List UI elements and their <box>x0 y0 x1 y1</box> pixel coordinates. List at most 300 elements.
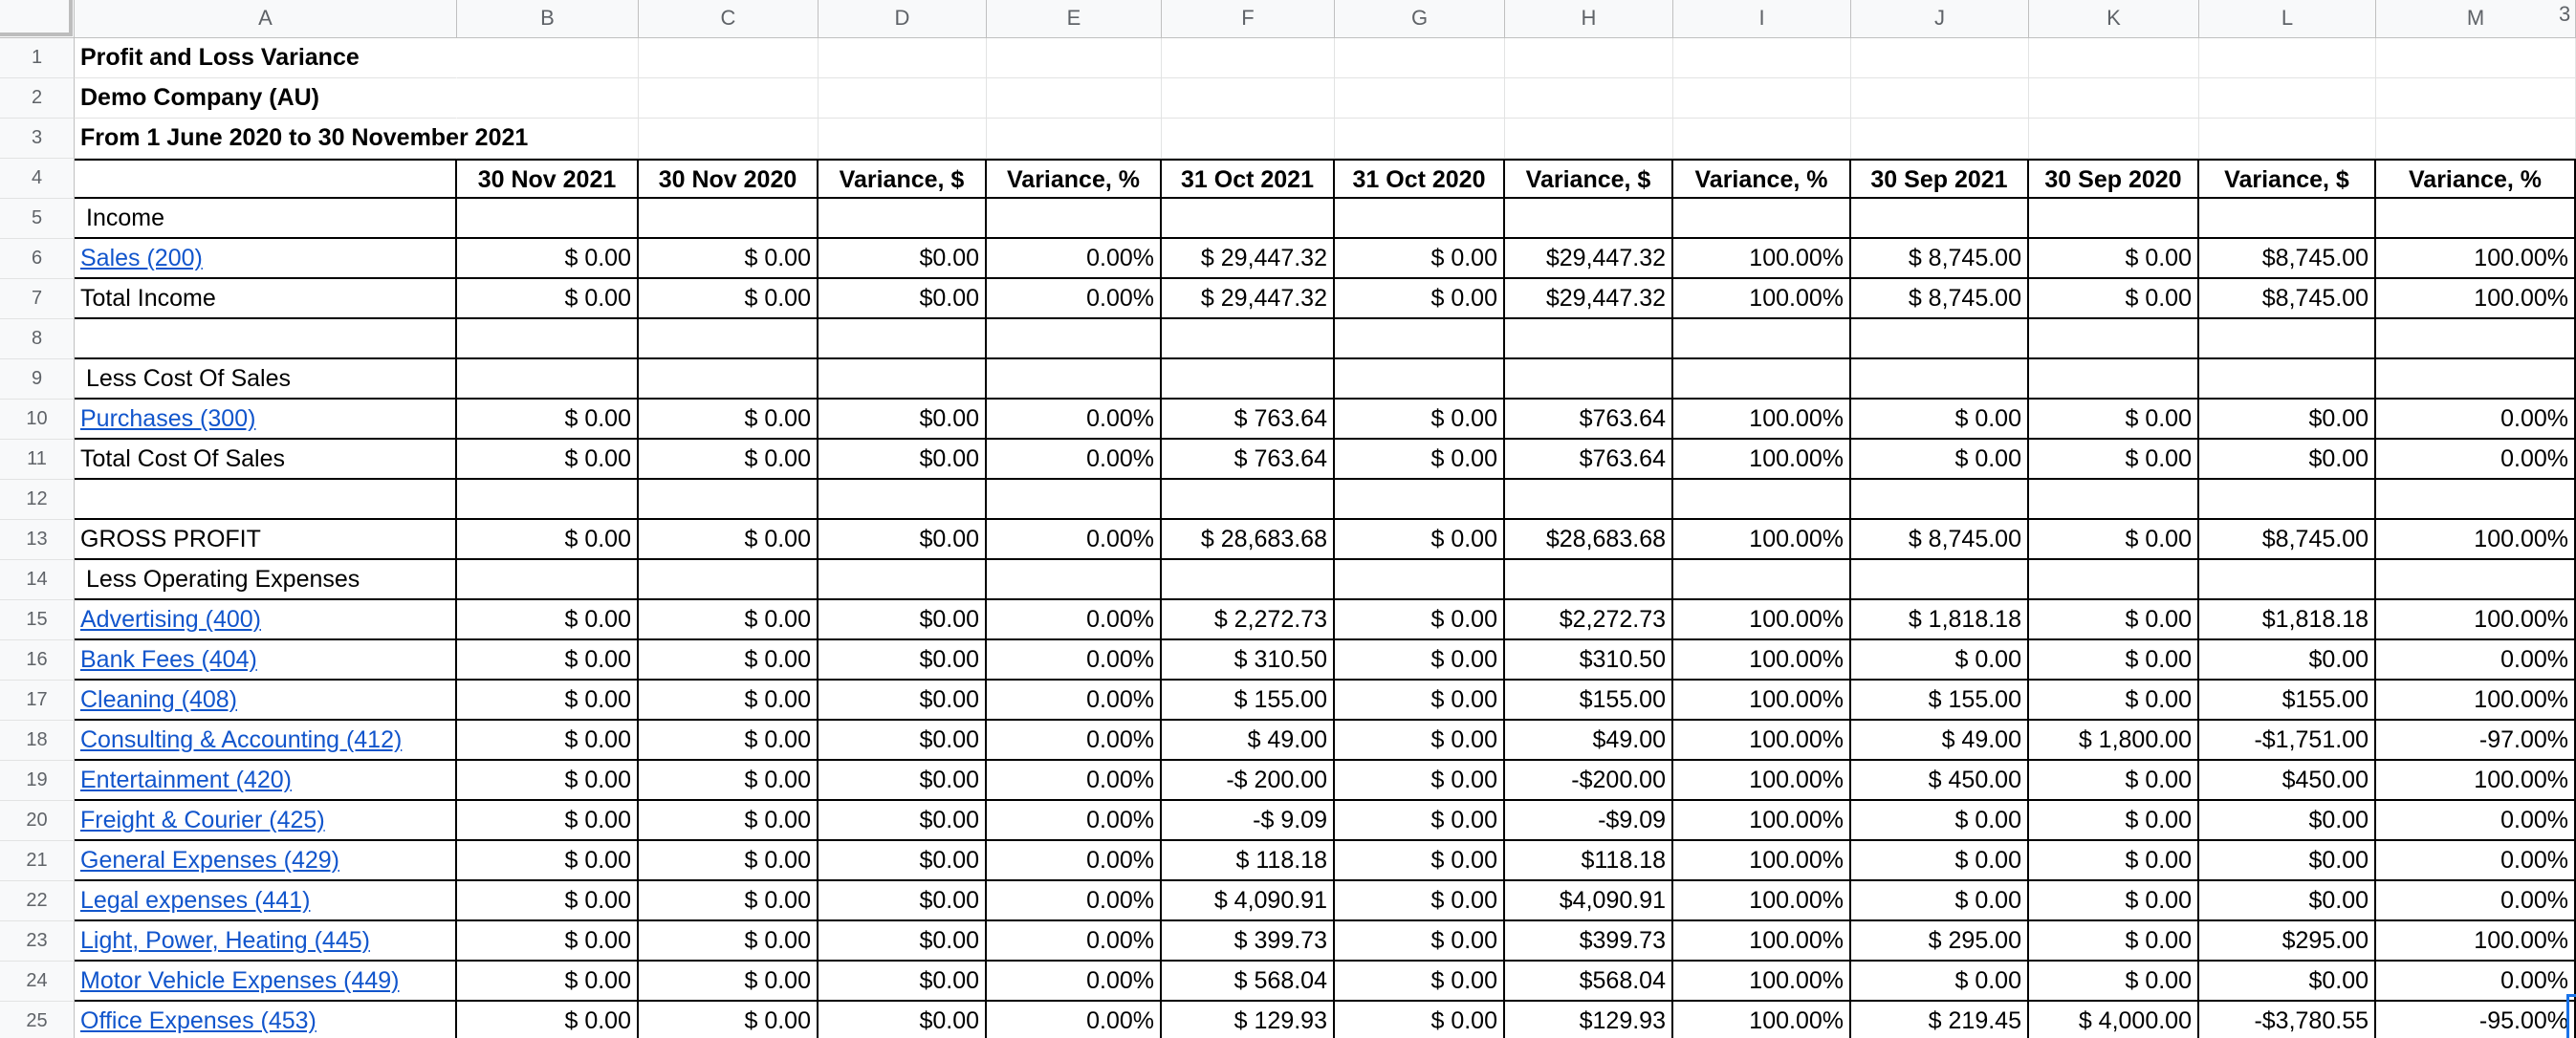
cell-i8[interactable] <box>1673 319 1851 359</box>
cell-d24[interactable]: $0.00 <box>819 962 987 1002</box>
cell-c11[interactable]: $ 0.00 <box>639 440 819 480</box>
cell-m4[interactable]: Variance, % <box>2376 159 2576 199</box>
row-header-7[interactable]: 7 <box>0 279 75 319</box>
cell-b25[interactable]: $ 0.00 <box>457 1002 639 1038</box>
column-header-m[interactable]: M <box>2376 0 2576 38</box>
row-header-15[interactable]: 15 <box>0 600 75 640</box>
cell-f8[interactable] <box>1162 319 1335 359</box>
cell-h5[interactable] <box>1505 199 1673 239</box>
cell-e2[interactable] <box>987 78 1162 119</box>
row-header-11[interactable]: 11 <box>0 440 75 480</box>
cell-a15[interactable]: Advertising (400) <box>75 600 457 640</box>
cell-h11[interactable]: $763.64 <box>1505 440 1673 480</box>
cell-k13[interactable]: $ 0.00 <box>2029 520 2199 560</box>
cell-m25[interactable]: -95.00% <box>2376 1002 2576 1038</box>
select-all-corner[interactable] <box>0 0 75 38</box>
cell-l3[interactable] <box>2199 119 2376 159</box>
row-header-10[interactable]: 10 <box>0 400 75 440</box>
cell-d11[interactable]: $0.00 <box>819 440 987 480</box>
cell-k10[interactable]: $ 0.00 <box>2029 400 2199 440</box>
cell-m1[interactable] <box>2376 38 2576 78</box>
cell-f20[interactable]: -$ 9.09 <box>1162 801 1335 841</box>
cell-d21[interactable]: $0.00 <box>819 841 987 881</box>
cell-m22[interactable]: 0.00% <box>2376 881 2576 921</box>
cell-d5[interactable] <box>819 199 987 239</box>
cell-f7[interactable]: $ 29,447.32 <box>1162 279 1335 319</box>
cell-m24[interactable]: 0.00% <box>2376 962 2576 1002</box>
cell-f19[interactable]: -$ 200.00 <box>1162 761 1335 801</box>
row-header-4[interactable]: 4 <box>0 159 75 199</box>
cell-l23[interactable]: $295.00 <box>2199 921 2376 962</box>
cell-l6[interactable]: $8,745.00 <box>2199 239 2376 279</box>
cell-m7[interactable]: 100.00% <box>2376 279 2576 319</box>
cell-h1[interactable] <box>1505 38 1673 78</box>
cell-a13[interactable]: GROSS PROFIT <box>75 520 457 560</box>
cell-f23[interactable]: $ 399.73 <box>1162 921 1335 962</box>
cell-g20[interactable]: $ 0.00 <box>1335 801 1505 841</box>
cell-b1[interactable] <box>457 38 639 78</box>
cell-f16[interactable]: $ 310.50 <box>1162 640 1335 681</box>
cell-f13[interactable]: $ 28,683.68 <box>1162 520 1335 560</box>
cell-j2[interactable] <box>1851 78 2029 119</box>
cell-f21[interactable]: $ 118.18 <box>1162 841 1335 881</box>
cell-f17[interactable]: $ 155.00 <box>1162 681 1335 721</box>
cell-e3[interactable] <box>987 119 1162 159</box>
cell-k19[interactable]: $ 0.00 <box>2029 761 2199 801</box>
column-header-k[interactable]: K <box>2029 0 2199 38</box>
column-header-i[interactable]: I <box>1673 0 1851 38</box>
cell-a6[interactable]: Sales (200) <box>75 239 457 279</box>
cell-a22[interactable]: Legal expenses (441) <box>75 881 457 921</box>
cell-m9[interactable] <box>2376 359 2576 400</box>
cell-h13[interactable]: $28,683.68 <box>1505 520 1673 560</box>
cell-j1[interactable] <box>1851 38 2029 78</box>
cell-h14[interactable] <box>1505 560 1673 600</box>
cell-l9[interactable] <box>2199 359 2376 400</box>
cell-e6[interactable]: 0.00% <box>987 239 1162 279</box>
cell-a12[interactable] <box>75 480 457 520</box>
cell-g8[interactable] <box>1335 319 1505 359</box>
cell-a24[interactable]: Motor Vehicle Expenses (449) <box>75 962 457 1002</box>
cell-g15[interactable]: $ 0.00 <box>1335 600 1505 640</box>
cell-e20[interactable]: 0.00% <box>987 801 1162 841</box>
row-header-24[interactable]: 24 <box>0 962 75 1002</box>
cell-l11[interactable]: $0.00 <box>2199 440 2376 480</box>
cell-c12[interactable] <box>639 480 819 520</box>
cell-h24[interactable]: $568.04 <box>1505 962 1673 1002</box>
cell-l1[interactable] <box>2199 38 2376 78</box>
cell-k4[interactable]: 30 Sep 2020 <box>2029 159 2199 199</box>
cell-j16[interactable]: $ 0.00 <box>1851 640 2029 681</box>
cell-i2[interactable] <box>1673 78 1851 119</box>
cell-f25[interactable]: $ 129.93 <box>1162 1002 1335 1038</box>
cell-a19[interactable]: Entertainment (420) <box>75 761 457 801</box>
cell-k6[interactable]: $ 0.00 <box>2029 239 2199 279</box>
cell-a2[interactable]: Demo Company (AU) <box>75 78 457 119</box>
cell-b24[interactable]: $ 0.00 <box>457 962 639 1002</box>
cell-k14[interactable] <box>2029 560 2199 600</box>
cell-f15[interactable]: $ 2,272.73 <box>1162 600 1335 640</box>
cell-k23[interactable]: $ 0.00 <box>2029 921 2199 962</box>
cell-b19[interactable]: $ 0.00 <box>457 761 639 801</box>
cell-e18[interactable]: 0.00% <box>987 721 1162 761</box>
cell-m18[interactable]: -97.00% <box>2376 721 2576 761</box>
cell-f3[interactable] <box>1162 119 1335 159</box>
cell-e8[interactable] <box>987 319 1162 359</box>
cell-c19[interactable]: $ 0.00 <box>639 761 819 801</box>
row-header-6[interactable]: 6 <box>0 239 75 279</box>
cell-l16[interactable]: $0.00 <box>2199 640 2376 681</box>
cell-c15[interactable]: $ 0.00 <box>639 600 819 640</box>
cell-d19[interactable]: $0.00 <box>819 761 987 801</box>
cell-j7[interactable]: $ 8,745.00 <box>1851 279 2029 319</box>
cell-c20[interactable]: $ 0.00 <box>639 801 819 841</box>
cell-m3[interactable] <box>2376 119 2576 159</box>
cell-h17[interactable]: $155.00 <box>1505 681 1673 721</box>
cell-h7[interactable]: $29,447.32 <box>1505 279 1673 319</box>
cell-k16[interactable]: $ 0.00 <box>2029 640 2199 681</box>
row-header-19[interactable]: 19 <box>0 761 75 801</box>
cell-h25[interactable]: $129.93 <box>1505 1002 1673 1038</box>
cell-c1[interactable] <box>639 38 819 78</box>
cell-a23[interactable]: Light, Power, Heating (445) <box>75 921 457 962</box>
cell-m19[interactable]: 100.00% <box>2376 761 2576 801</box>
cell-h12[interactable] <box>1505 480 1673 520</box>
cell-h4[interactable]: Variance, $ <box>1505 159 1673 199</box>
cell-g11[interactable]: $ 0.00 <box>1335 440 1505 480</box>
cell-c16[interactable]: $ 0.00 <box>639 640 819 681</box>
cell-e4[interactable]: Variance, % <box>987 159 1162 199</box>
cell-b8[interactable] <box>457 319 639 359</box>
cell-d6[interactable]: $0.00 <box>819 239 987 279</box>
cell-h6[interactable]: $29,447.32 <box>1505 239 1673 279</box>
cell-l13[interactable]: $8,745.00 <box>2199 520 2376 560</box>
cell-e1[interactable] <box>987 38 1162 78</box>
cell-f1[interactable] <box>1162 38 1335 78</box>
cell-j17[interactable]: $ 155.00 <box>1851 681 2029 721</box>
cell-f10[interactable]: $ 763.64 <box>1162 400 1335 440</box>
cell-h8[interactable] <box>1505 319 1673 359</box>
cell-g5[interactable] <box>1335 199 1505 239</box>
cell-l2[interactable] <box>2199 78 2376 119</box>
cell-c23[interactable]: $ 0.00 <box>639 921 819 962</box>
cell-c24[interactable]: $ 0.00 <box>639 962 819 1002</box>
cell-g24[interactable]: $ 0.00 <box>1335 962 1505 1002</box>
cell-l10[interactable]: $0.00 <box>2199 400 2376 440</box>
cell-b4[interactable]: 30 Nov 2021 <box>457 159 639 199</box>
cell-f4[interactable]: 31 Oct 2021 <box>1162 159 1335 199</box>
cell-d2[interactable] <box>819 78 987 119</box>
cell-a9[interactable]: Less Cost Of Sales <box>75 359 457 400</box>
cell-i23[interactable]: 100.00% <box>1673 921 1851 962</box>
cell-j22[interactable]: $ 0.00 <box>1851 881 2029 921</box>
cell-b6[interactable]: $ 0.00 <box>457 239 639 279</box>
cell-a7[interactable]: Total Income <box>75 279 457 319</box>
column-header-a[interactable]: A <box>75 0 457 38</box>
cell-j10[interactable]: $ 0.00 <box>1851 400 2029 440</box>
cell-m23[interactable]: 100.00% <box>2376 921 2576 962</box>
cell-b21[interactable]: $ 0.00 <box>457 841 639 881</box>
cell-g10[interactable]: $ 0.00 <box>1335 400 1505 440</box>
cell-j21[interactable]: $ 0.00 <box>1851 841 2029 881</box>
cell-c22[interactable]: $ 0.00 <box>639 881 819 921</box>
row-header-23[interactable]: 23 <box>0 921 75 962</box>
cell-f24[interactable]: $ 568.04 <box>1162 962 1335 1002</box>
cell-f22[interactable]: $ 4,090.91 <box>1162 881 1335 921</box>
cell-j15[interactable]: $ 1,818.18 <box>1851 600 2029 640</box>
cell-k5[interactable] <box>2029 199 2199 239</box>
column-header-j[interactable]: J <box>1851 0 2029 38</box>
cell-i4[interactable]: Variance, % <box>1673 159 1851 199</box>
cell-g6[interactable]: $ 0.00 <box>1335 239 1505 279</box>
cell-d14[interactable] <box>819 560 987 600</box>
column-header-l[interactable]: L <box>2199 0 2376 38</box>
cell-c18[interactable]: $ 0.00 <box>639 721 819 761</box>
cell-i15[interactable]: 100.00% <box>1673 600 1851 640</box>
column-header-f[interactable]: F <box>1162 0 1335 38</box>
cell-h18[interactable]: $49.00 <box>1505 721 1673 761</box>
row-header-22[interactable]: 22 <box>0 881 75 921</box>
cell-m21[interactable]: 0.00% <box>2376 841 2576 881</box>
cell-e14[interactable] <box>987 560 1162 600</box>
row-header-3[interactable]: 3 <box>0 119 75 159</box>
cell-g4[interactable]: 31 Oct 2020 <box>1335 159 1505 199</box>
cell-d16[interactable]: $0.00 <box>819 640 987 681</box>
cell-f14[interactable] <box>1162 560 1335 600</box>
cell-c4[interactable]: 30 Nov 2020 <box>639 159 819 199</box>
cell-d8[interactable] <box>819 319 987 359</box>
row-header-2[interactable]: 2 <box>0 78 75 119</box>
cell-k22[interactable]: $ 0.00 <box>2029 881 2199 921</box>
cell-d23[interactable]: $0.00 <box>819 921 987 962</box>
cell-e12[interactable] <box>987 480 1162 520</box>
cell-f12[interactable] <box>1162 480 1335 520</box>
cell-a5[interactable]: Income <box>75 199 457 239</box>
cell-l7[interactable]: $8,745.00 <box>2199 279 2376 319</box>
cell-m16[interactable]: 0.00% <box>2376 640 2576 681</box>
cell-b16[interactable]: $ 0.00 <box>457 640 639 681</box>
column-header-n-partial[interactable]: 3 <box>2559 2 2571 26</box>
cell-m12[interactable] <box>2376 480 2576 520</box>
cell-h9[interactable] <box>1505 359 1673 400</box>
cell-f9[interactable] <box>1162 359 1335 400</box>
cell-f5[interactable] <box>1162 199 1335 239</box>
cell-b9[interactable] <box>457 359 639 400</box>
cell-k1[interactable] <box>2029 38 2199 78</box>
cell-c13[interactable]: $ 0.00 <box>639 520 819 560</box>
cell-k25[interactable]: $ 4,000.00 <box>2029 1002 2199 1038</box>
cell-h10[interactable]: $763.64 <box>1505 400 1673 440</box>
cell-d12[interactable] <box>819 480 987 520</box>
cell-j5[interactable] <box>1851 199 2029 239</box>
cell-g19[interactable]: $ 0.00 <box>1335 761 1505 801</box>
cell-g2[interactable] <box>1335 78 1505 119</box>
cell-a4[interactable] <box>75 159 457 199</box>
column-header-b[interactable]: B <box>457 0 639 38</box>
cell-l15[interactable]: $1,818.18 <box>2199 600 2376 640</box>
cell-k18[interactable]: $ 1,800.00 <box>2029 721 2199 761</box>
cell-j25[interactable]: $ 219.45 <box>1851 1002 2029 1038</box>
cell-h23[interactable]: $399.73 <box>1505 921 1673 962</box>
cell-l25[interactable]: -$3,780.55 <box>2199 1002 2376 1038</box>
cell-l12[interactable] <box>2199 480 2376 520</box>
cell-h16[interactable]: $310.50 <box>1505 640 1673 681</box>
cell-b17[interactable]: $ 0.00 <box>457 681 639 721</box>
cell-l22[interactable]: $0.00 <box>2199 881 2376 921</box>
cell-c21[interactable]: $ 0.00 <box>639 841 819 881</box>
cell-g12[interactable] <box>1335 480 1505 520</box>
cell-i12[interactable] <box>1673 480 1851 520</box>
cell-e24[interactable]: 0.00% <box>987 962 1162 1002</box>
cell-f6[interactable]: $ 29,447.32 <box>1162 239 1335 279</box>
cell-m8[interactable] <box>2376 319 2576 359</box>
cell-i21[interactable]: 100.00% <box>1673 841 1851 881</box>
cell-m11[interactable]: 0.00% <box>2376 440 2576 480</box>
cell-g1[interactable] <box>1335 38 1505 78</box>
cell-b12[interactable] <box>457 480 639 520</box>
cell-i11[interactable]: 100.00% <box>1673 440 1851 480</box>
cell-b7[interactable]: $ 0.00 <box>457 279 639 319</box>
cell-e13[interactable]: 0.00% <box>987 520 1162 560</box>
cell-g21[interactable]: $ 0.00 <box>1335 841 1505 881</box>
row-header-5[interactable]: 5 <box>0 199 75 239</box>
cell-b18[interactable]: $ 0.00 <box>457 721 639 761</box>
cell-g18[interactable]: $ 0.00 <box>1335 721 1505 761</box>
cell-i25[interactable]: 100.00% <box>1673 1002 1851 1038</box>
cell-h3[interactable] <box>1505 119 1673 159</box>
cell-a21[interactable]: General Expenses (429) <box>75 841 457 881</box>
row-header-16[interactable]: 16 <box>0 640 75 681</box>
cell-e9[interactable] <box>987 359 1162 400</box>
cell-j18[interactable]: $ 49.00 <box>1851 721 2029 761</box>
cell-h2[interactable] <box>1505 78 1673 119</box>
cell-m17[interactable]: 100.00% <box>2376 681 2576 721</box>
cell-g22[interactable]: $ 0.00 <box>1335 881 1505 921</box>
cell-k21[interactable]: $ 0.00 <box>2029 841 2199 881</box>
cell-e22[interactable]: 0.00% <box>987 881 1162 921</box>
cell-m20[interactable]: 0.00% <box>2376 801 2576 841</box>
cell-d22[interactable]: $0.00 <box>819 881 987 921</box>
cell-a3[interactable]: From 1 June 2020 to 30 November 2021 <box>75 119 457 159</box>
cell-b5[interactable] <box>457 199 639 239</box>
cell-k12[interactable] <box>2029 480 2199 520</box>
cell-k17[interactable]: $ 0.00 <box>2029 681 2199 721</box>
cell-g3[interactable] <box>1335 119 1505 159</box>
cell-i20[interactable]: 100.00% <box>1673 801 1851 841</box>
cell-l5[interactable] <box>2199 199 2376 239</box>
cell-d15[interactable]: $0.00 <box>819 600 987 640</box>
cell-l4[interactable]: Variance, $ <box>2199 159 2376 199</box>
cell-a1[interactable]: Profit and Loss Variance <box>75 38 457 78</box>
column-header-e[interactable]: E <box>987 0 1162 38</box>
cell-g14[interactable] <box>1335 560 1505 600</box>
row-header-14[interactable]: 14 <box>0 560 75 600</box>
cell-d25[interactable]: $0.00 <box>819 1002 987 1038</box>
cell-j8[interactable] <box>1851 319 2029 359</box>
cell-j11[interactable]: $ 0.00 <box>1851 440 2029 480</box>
cell-i10[interactable]: 100.00% <box>1673 400 1851 440</box>
row-header-8[interactable]: 8 <box>0 319 75 359</box>
cell-i22[interactable]: 100.00% <box>1673 881 1851 921</box>
cell-k3[interactable] <box>2029 119 2199 159</box>
cell-m2[interactable] <box>2376 78 2576 119</box>
cell-a18[interactable]: Consulting & Accounting (412) <box>75 721 457 761</box>
column-header-c[interactable]: C <box>639 0 819 38</box>
column-header-g[interactable]: G <box>1335 0 1505 38</box>
column-header-h[interactable]: H <box>1505 0 1673 38</box>
cell-m10[interactable]: 0.00% <box>2376 400 2576 440</box>
cell-e16[interactable]: 0.00% <box>987 640 1162 681</box>
cell-e15[interactable]: 0.00% <box>987 600 1162 640</box>
cell-k9[interactable] <box>2029 359 2199 400</box>
cell-b15[interactable]: $ 0.00 <box>457 600 639 640</box>
cell-h22[interactable]: $4,090.91 <box>1505 881 1673 921</box>
cell-m13[interactable]: 100.00% <box>2376 520 2576 560</box>
cell-j3[interactable] <box>1851 119 2029 159</box>
cell-d7[interactable]: $0.00 <box>819 279 987 319</box>
cell-i18[interactable]: 100.00% <box>1673 721 1851 761</box>
cell-g16[interactable]: $ 0.00 <box>1335 640 1505 681</box>
cell-h19[interactable]: -$200.00 <box>1505 761 1673 801</box>
cell-a11[interactable]: Total Cost Of Sales <box>75 440 457 480</box>
cell-d18[interactable]: $0.00 <box>819 721 987 761</box>
cell-i3[interactable] <box>1673 119 1851 159</box>
cell-e11[interactable]: 0.00% <box>987 440 1162 480</box>
cell-a10[interactable]: Purchases (300) <box>75 400 457 440</box>
cell-j20[interactable]: $ 0.00 <box>1851 801 2029 841</box>
cell-b3[interactable] <box>457 119 639 159</box>
cell-i9[interactable] <box>1673 359 1851 400</box>
cell-c6[interactable]: $ 0.00 <box>639 239 819 279</box>
cell-d13[interactable]: $0.00 <box>819 520 987 560</box>
cell-m6[interactable]: 100.00% <box>2376 239 2576 279</box>
cell-j24[interactable]: $ 0.00 <box>1851 962 2029 1002</box>
cell-m15[interactable]: 100.00% <box>2376 600 2576 640</box>
cell-e21[interactable]: 0.00% <box>987 841 1162 881</box>
cell-f11[interactable]: $ 763.64 <box>1162 440 1335 480</box>
cell-i5[interactable] <box>1673 199 1851 239</box>
cell-l14[interactable] <box>2199 560 2376 600</box>
cell-i24[interactable]: 100.00% <box>1673 962 1851 1002</box>
cell-d9[interactable] <box>819 359 987 400</box>
cell-e5[interactable] <box>987 199 1162 239</box>
cell-l19[interactable]: $450.00 <box>2199 761 2376 801</box>
cell-a16[interactable]: Bank Fees (404) <box>75 640 457 681</box>
cell-h15[interactable]: $2,272.73 <box>1505 600 1673 640</box>
cell-m5[interactable] <box>2376 199 2576 239</box>
cell-l20[interactable]: $0.00 <box>2199 801 2376 841</box>
cell-m14[interactable] <box>2376 560 2576 600</box>
cell-l17[interactable]: $155.00 <box>2199 681 2376 721</box>
cell-g23[interactable]: $ 0.00 <box>1335 921 1505 962</box>
cell-i19[interactable]: 100.00% <box>1673 761 1851 801</box>
cell-b11[interactable]: $ 0.00 <box>457 440 639 480</box>
cell-b22[interactable]: $ 0.00 <box>457 881 639 921</box>
cell-e25[interactable]: 0.00% <box>987 1002 1162 1038</box>
row-header-9[interactable]: 9 <box>0 359 75 400</box>
cell-b14[interactable] <box>457 560 639 600</box>
cell-j19[interactable]: $ 450.00 <box>1851 761 2029 801</box>
row-header-25[interactable]: 25 <box>0 1002 75 1038</box>
cell-d4[interactable]: Variance, $ <box>819 159 987 199</box>
cell-j12[interactable] <box>1851 480 2029 520</box>
cell-k24[interactable]: $ 0.00 <box>2029 962 2199 1002</box>
cell-k20[interactable]: $ 0.00 <box>2029 801 2199 841</box>
cell-c17[interactable]: $ 0.00 <box>639 681 819 721</box>
cell-g7[interactable]: $ 0.00 <box>1335 279 1505 319</box>
cell-e10[interactable]: 0.00% <box>987 400 1162 440</box>
cell-c14[interactable] <box>639 560 819 600</box>
